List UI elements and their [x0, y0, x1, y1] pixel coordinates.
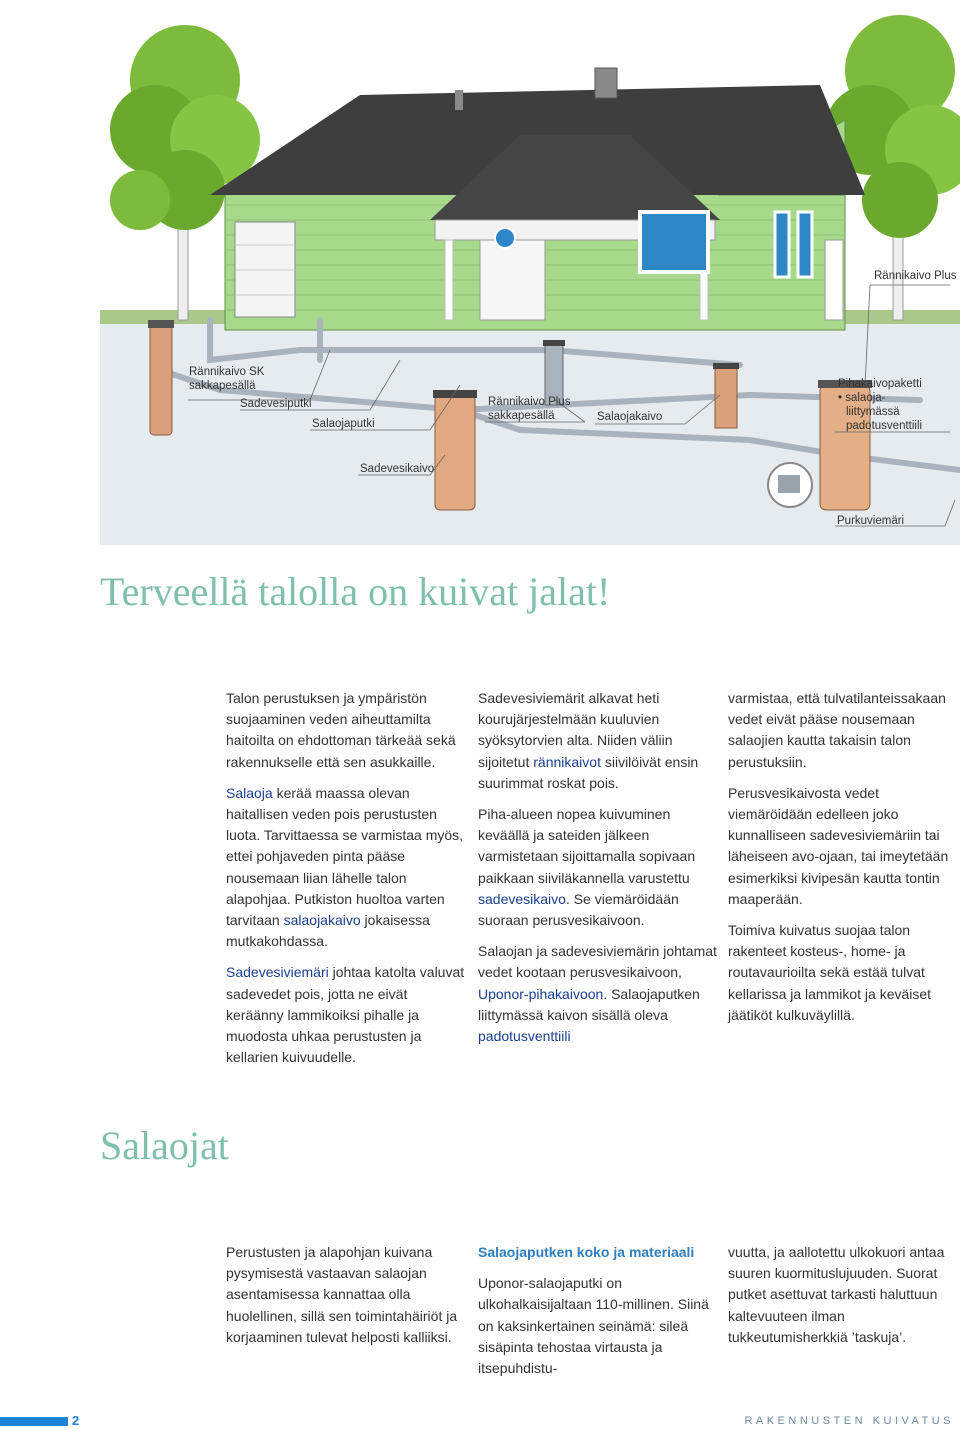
text-column-6: [728, 1242, 956, 1358]
paragraph: Perustusten ja alapohjan kuivana pysymisestä vastaavan salaojan asentamisessa kannattaa olla huolellinen, sillä sen toimintahäiriöt ja korjaaminen tulevat helposti kalliiksi.: [226, 1244, 458, 1345]
paragraph: Salaojan ja sadevesiviemärin johtamat vedet kootaan perusvesikaivoon, Uponor-pihakaivoon. Salaojaputken liittymässä kaivon sisällä oleva padotusventtiili: [478, 943, 717, 1045]
paragraph: Perusvesikaivosta vedet viemäröidään edelleen joko kunnalliseen sadevesiviemäriin tai läheiseen avo-ojaan, tai imeytetään esimerkiksi kivipesän kautta tontin maaperään.: [728, 784, 949, 907]
padotusventtiili-detail: [768, 463, 812, 507]
paragraph: Salaoja kerää maassa olevan haitallisen veden pois perustusten luota. Tarvittaessa se varmistaa myös, ettei pohjaveden pinta pääse nousemaan liian lähelle talon alapohjaa. Putkiston huoltoa varten tarvitaan salaojakaivo jokaisessa mutkakohdassa.: [226, 784, 464, 950]
text-column-1: [226, 688, 466, 1078]
label-sadevesikaivo: Sadevesikaivo: [360, 463, 435, 475]
section-title: Salaojat: [100, 1123, 229, 1168]
salaojakaivo-well-2: [713, 363, 739, 428]
paragraph: Sadevesiviemärit alkavat heti kourujärjestelmään kuuluvien syöksytorvien alta. Niiden väliin sijoitetut rännikaivot siivilöivät ensin suurimmat roskat pois.: [478, 690, 699, 791]
page-number: 2: [72, 1413, 80, 1428]
label-sadevesiputki: Sadevesiputki: [240, 398, 312, 410]
text-column-3: [728, 688, 956, 1036]
text-column-2: [478, 688, 718, 1057]
subsection-title: Salaojaputken koko ja materiaali: [478, 1244, 695, 1260]
paragraph: Uponor-salaojaputki on ulkohalkaisijaltaan 110-millinen. Siinä on kaksinkertainen seinämä: sileä sisäpinta tehostaa virtausta ja itsepuhdistu-: [478, 1275, 709, 1377]
paragraph: Sadevesiviemäri johtaa katolta valuvat sadevedet pois, jotta ne eivät keräänny lammikoiksi pihalle ja muodosta uhkaa perustusten ja kellarien kuivuudelle.: [226, 964, 465, 1066]
label-salaojaputki: Salaojaputki: [312, 418, 375, 430]
house-drainage-illustration: [100, 0, 960, 545]
text-column-4: [226, 1242, 466, 1358]
paragraph: vuutta, ja aallotettu ulkokuori antaa suuren kuormituslujuuden. Suorat putket asettuvat tarkasti haluttuun kaltevuuteen ilman tukkeutumisherkkiä ’taskuja’.: [728, 1244, 945, 1345]
rannikaivo-plus-well: [433, 390, 477, 510]
footer-accent-bar: [0, 1417, 68, 1426]
paragraph: Piha-alueen nopea kuivuminen keväällä ja sateiden jälkeen varmistetaan sijoittamalla sopivaan paikkaan siiviläkannella varustettu sadevesikaivo. Se viemäröidään suoraan perusvesikaivoon.: [478, 806, 696, 929]
label-pihakaivopaketti: Pihakaivopaketti • salaoja- liittymässä padotusventtiili: [838, 378, 923, 432]
footer-section-title: RAKENNUSTEN KUIVATUS: [744, 1415, 954, 1427]
paragraph: Toimiva kuivatus suojaa talon rakenteet kosteus-, home- ja routavaurioilta sekä estää tulvat kellarissa ja lammikot ja keväiset jäätiköt kulkuväylillä.: [728, 922, 932, 1023]
label-rannikaivo-plus: Rännikaivo Plus: [874, 270, 957, 282]
label-salaojakaivo: Salaojakaivo: [597, 411, 663, 423]
paragraph: varmistaa, että tulvatilanteissakaan vedet eivät pääse nousemaan salaojien kautta takaisin talon perustuksiin.: [728, 690, 946, 770]
paragraph: Talon perustuksen ja ympäristön suojaaminen veden aiheuttamilta haitoilta on ehdottoman tärkeää sekä rakennukselle että sen asukkaille.: [226, 690, 456, 770]
text-column-5: [478, 1242, 718, 1389]
label-rannikaivo-plus-sakkapesalla: Rännikaivo Plus sakkapesällä: [488, 396, 571, 422]
label-rannikaivo-sk: Rännikaivo SK sakkapesällä: [189, 366, 265, 392]
rannikaivo-sk-well: [148, 320, 174, 435]
page-title: Terveellä talolla on kuivat jalat!: [100, 569, 611, 614]
label-purkuviemari: Purkuviemäri: [837, 515, 905, 527]
